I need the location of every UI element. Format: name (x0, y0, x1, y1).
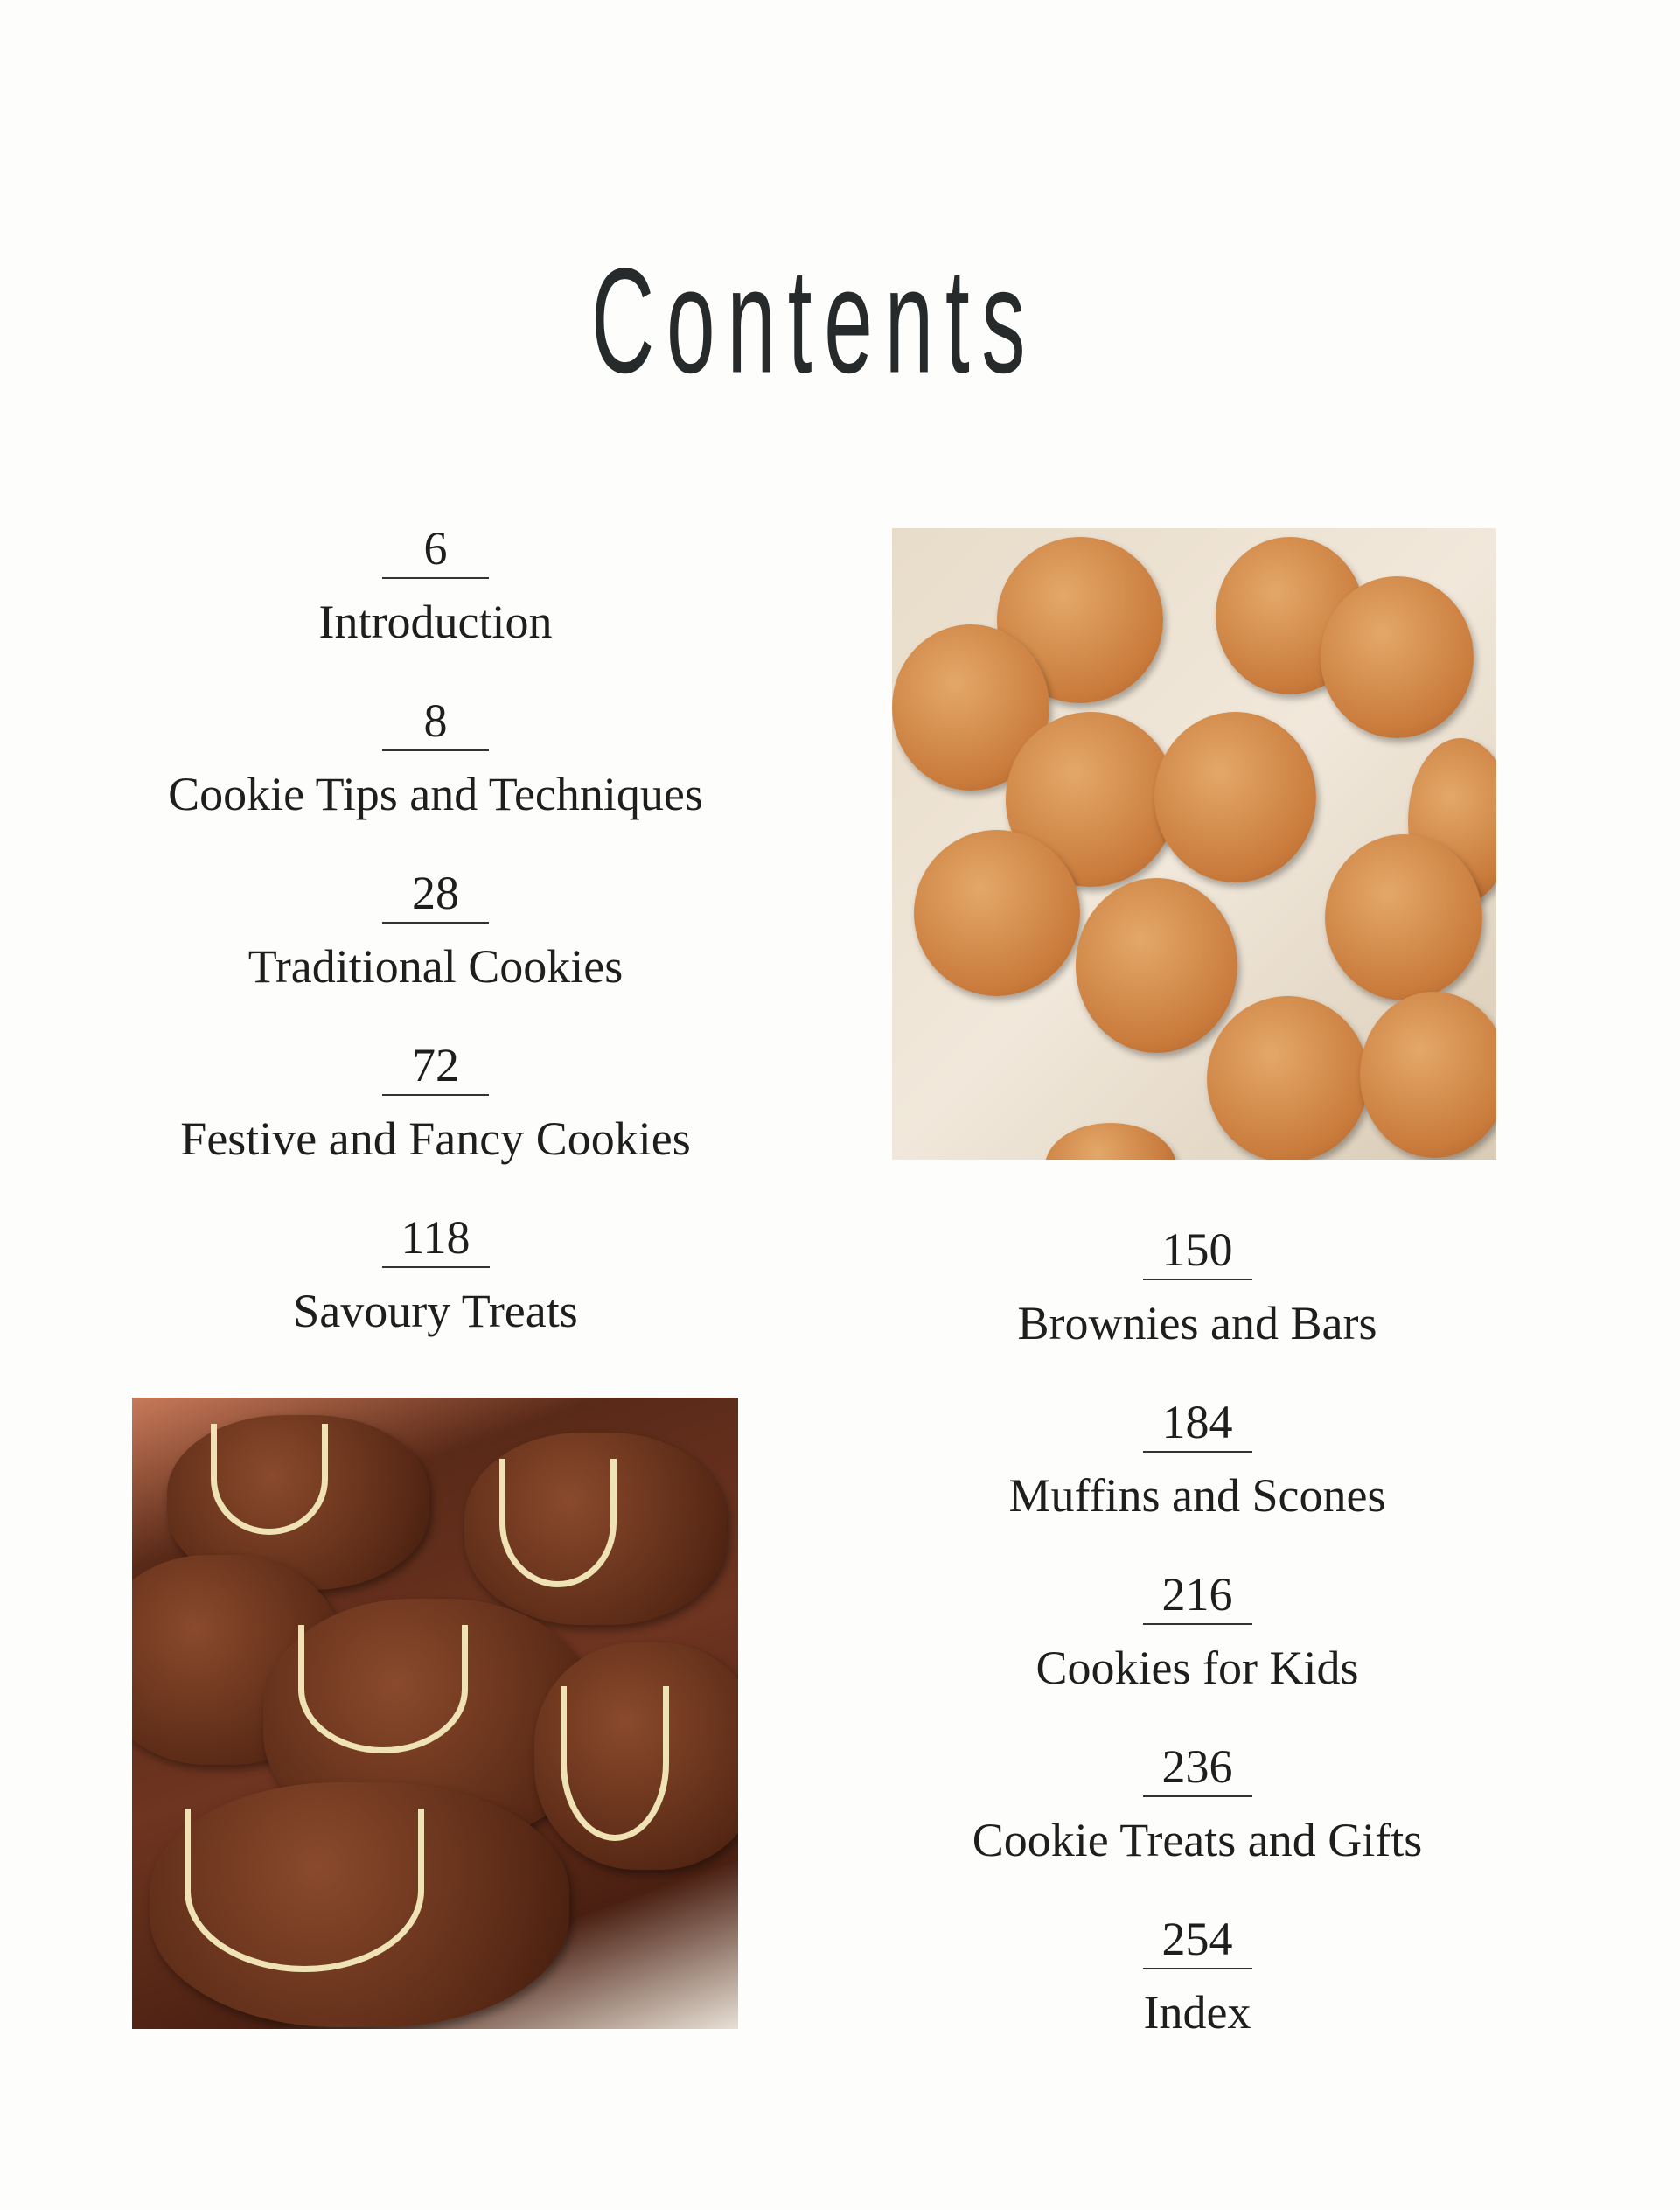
page-number: 216 (1143, 1571, 1252, 1625)
page-number: 6 (382, 525, 489, 579)
chapter-title: Muffins and Scones (1008, 1469, 1386, 1522)
chapter-title: Cookies for Kids (1035, 1642, 1359, 1694)
page-number: 184 (1143, 1398, 1252, 1453)
page-number: 118 (382, 1214, 490, 1268)
chapter-title: Brownies and Bars (1017, 1297, 1377, 1349)
page-title: Contents (590, 237, 1038, 406)
page-number: 254 (1143, 1915, 1252, 1969)
toc-entry[interactable] (86, 694, 785, 820)
page-number: 236 (1143, 1743, 1252, 1797)
page-number: 8 (382, 697, 489, 751)
chapter-title: Index (1143, 1986, 1251, 2039)
cookies-photo (892, 528, 1496, 1160)
chapter-title: Cookie Tips and Techniques (168, 768, 703, 820)
page-number: 28 (382, 869, 489, 924)
toc-entry[interactable] (86, 867, 785, 993)
page-number: 72 (382, 1042, 489, 1096)
toc-entry[interactable] (86, 1039, 785, 1165)
toc-entry[interactable] (847, 1226, 1547, 1347)
chapter-title: Traditional Cookies (247, 940, 624, 993)
toc-entry[interactable] (86, 1211, 785, 1337)
chapter-title: Festive and Fancy Cookies (180, 1112, 691, 1165)
toc-entry[interactable] (847, 1568, 1547, 1694)
chocolate-cookies-photo (132, 1398, 738, 2029)
chapter-title: Cookie Treats and Gifts (972, 1814, 1423, 1866)
toc-entry[interactable] (847, 1740, 1547, 1866)
toc-entry[interactable] (847, 1913, 1547, 2039)
chapter-title: Savoury Treats (293, 1285, 578, 1337)
toc-entry[interactable] (86, 522, 785, 648)
toc-entry[interactable] (847, 1396, 1547, 1522)
page-number: 150 (1143, 1226, 1252, 1280)
chapter-title: Introduction (318, 596, 553, 648)
